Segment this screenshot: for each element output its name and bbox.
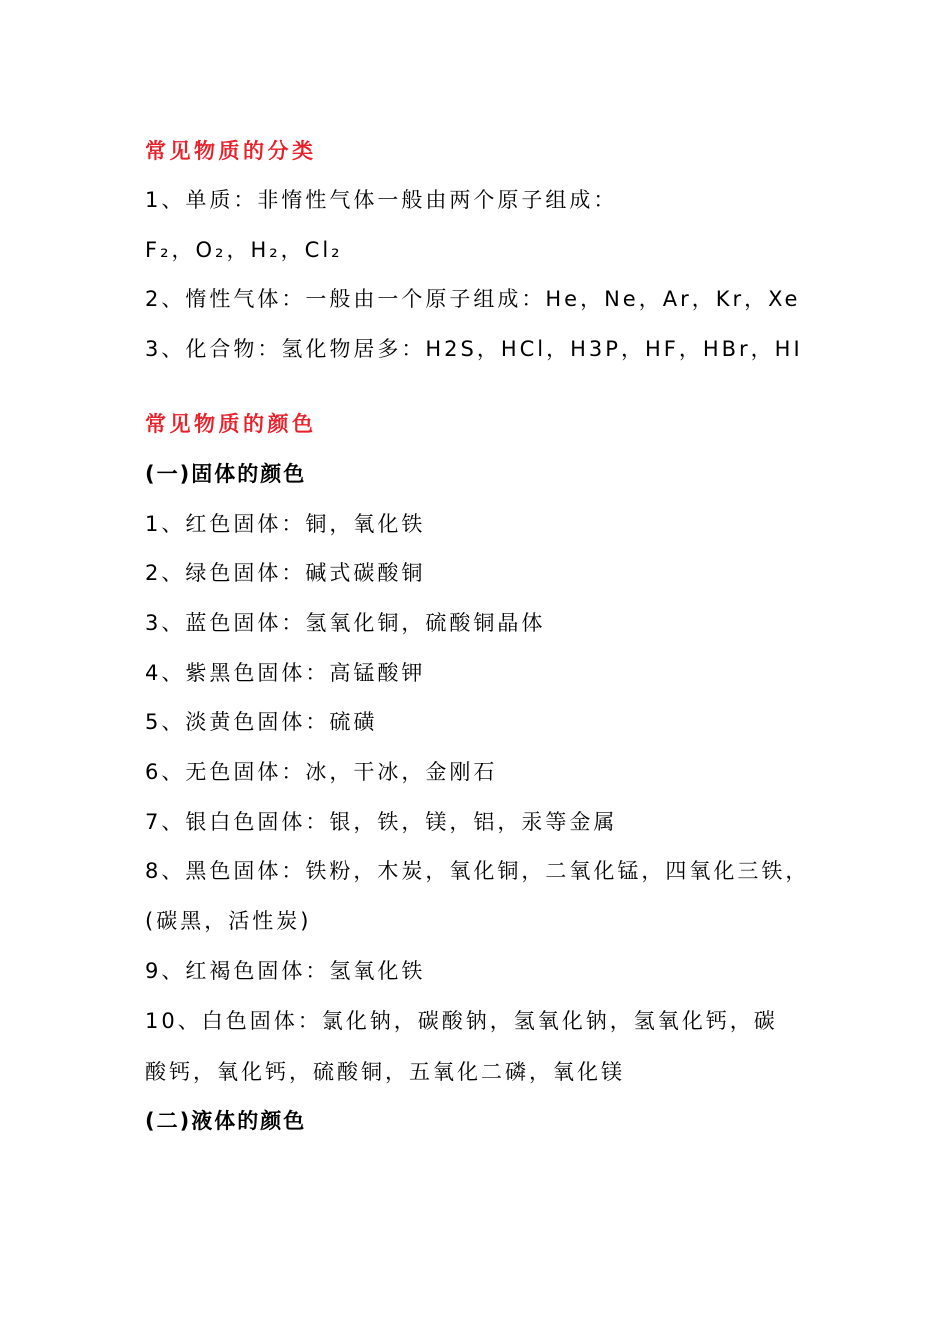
subheading-liquid-colors: (二)液体的颜色: [145, 1109, 307, 1133]
text-line: 6、无色固体：冰，干冰，金刚石: [145, 760, 498, 784]
text-line: F₂，O₂，H₂，Cl₂: [145, 238, 343, 262]
text-line: 1、单质：非惰性气体一般由两个原子组成：: [145, 188, 618, 212]
text-line: 1、红色固体：铜，氧化铁: [145, 512, 426, 536]
text-line: 8、黑色固体：铁粉，木炭，氧化铜，二氧化锰，四氧化三铁，: [145, 859, 810, 883]
text-line: 3、蓝色固体：氢氧化铜，硫酸铜晶体: [145, 611, 546, 635]
text-line: 5、淡黄色固体：硫磺: [145, 710, 378, 734]
text-line: 3、化合物：氢化物居多：H2S，HCl，H3P，HF，HBr，HI: [145, 337, 803, 361]
text-line: 2、惰性气体：一般由一个原子组成：He，Ne，Ar，Kr，Xe: [145, 287, 801, 311]
text-line: 2、绿色固体：碱式碳酸铜: [145, 561, 426, 585]
text-line: 10、白色固体：氯化钠，碳酸钠，氢氧化钠，氢氧化钙，碳: [145, 1009, 778, 1033]
section-heading-classification: 常见物质的分类: [145, 139, 317, 163]
text-line: 酸钙，氧化钙，硫酸铜，五氧化二磷，氧化镁: [145, 1060, 625, 1084]
text-line: 9、红褐色固体：氢氧化铁: [145, 959, 426, 983]
text-line: 4、紫黑色固体：高锰酸钾: [145, 661, 426, 685]
text-line: 7、银白色固体：银，铁，镁，铝，汞等金属: [145, 810, 618, 834]
section-heading-colors: 常见物质的颜色: [145, 412, 317, 436]
subheading-solid-colors: (一)固体的颜色: [145, 462, 307, 486]
text-line: (碳黑，活性炭): [145, 909, 312, 933]
